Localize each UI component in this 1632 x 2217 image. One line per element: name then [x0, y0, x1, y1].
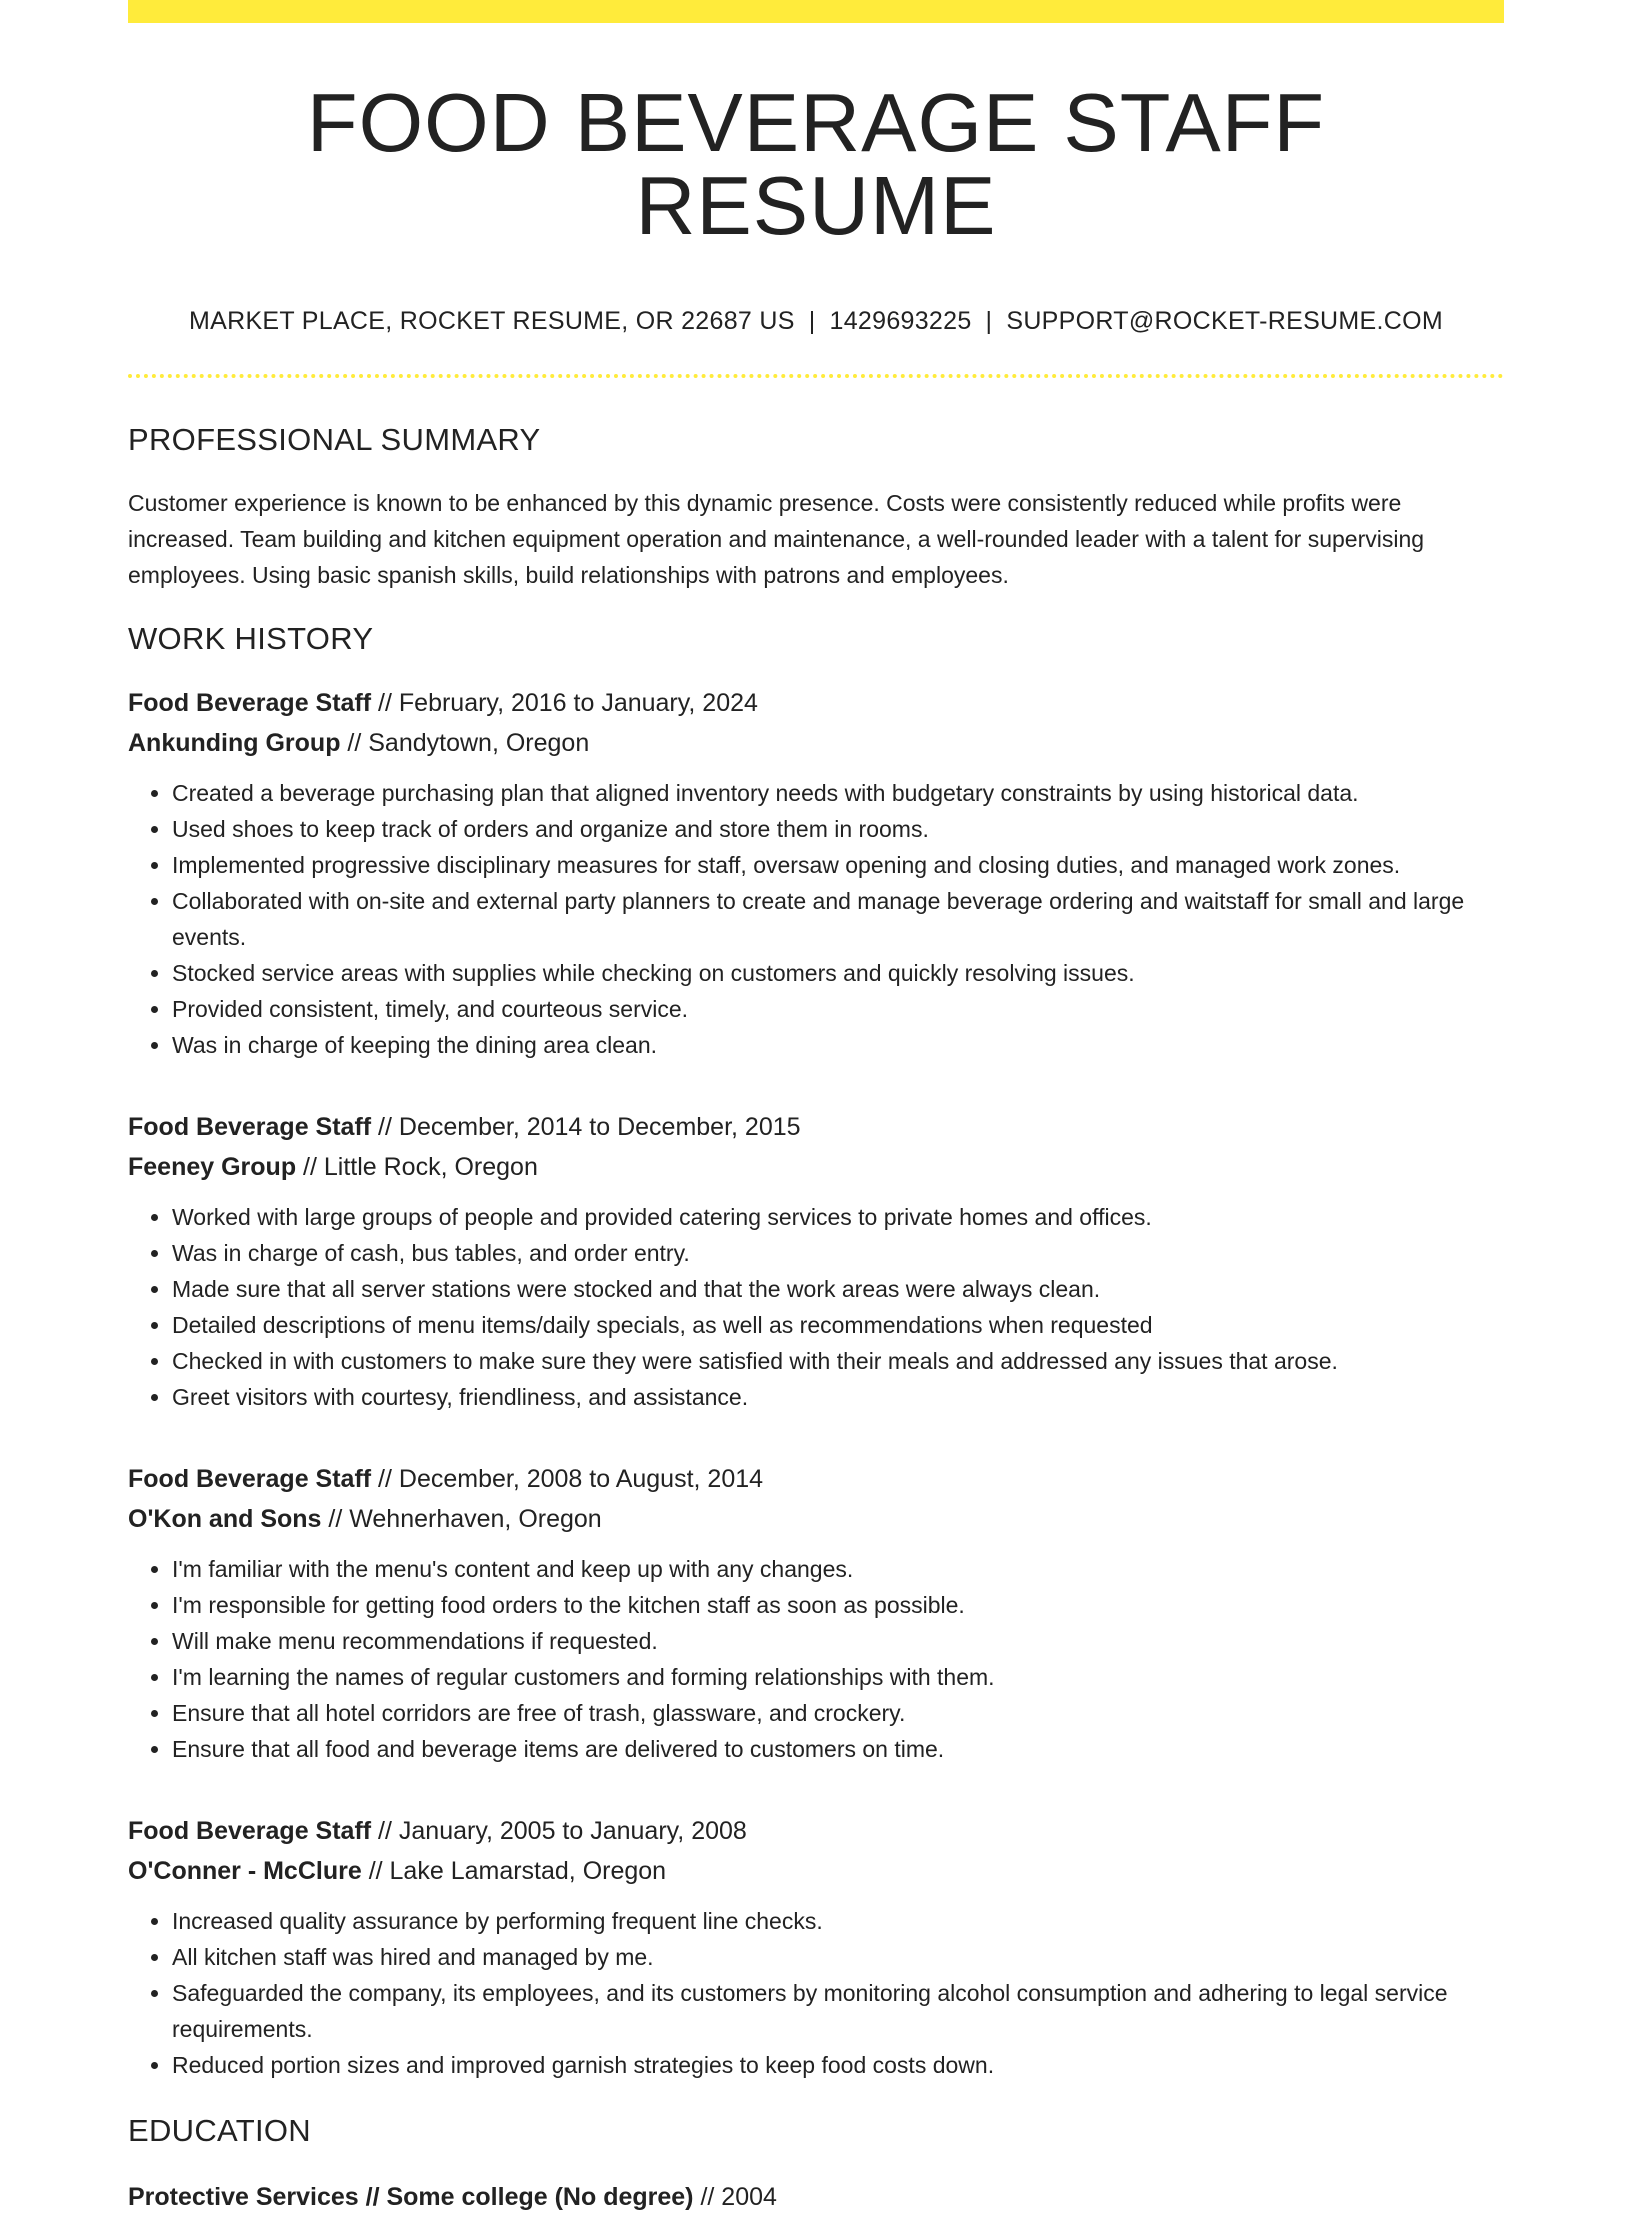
job-bullet: • Was in charge of cash, bus tables, and order entry.	[172, 1235, 1504, 1271]
contact-phone: 1429693225	[829, 307, 972, 335]
job-title-line	[128, 1811, 1504, 1851]
job-dates: // January, 2005 to January, 2008	[371, 1817, 747, 1845]
job-company: Ankunding Group	[128, 729, 341, 757]
job-bullet: • I'm responsible for getting food orders to the kitchen staff as soon as possible.	[172, 1587, 1504, 1623]
contact-line	[128, 307, 1504, 336]
job-title: Food Beverage Staff	[128, 1817, 372, 1845]
job-company-line	[128, 1147, 1504, 1187]
job-location: // Sandytown, Oregon	[340, 729, 590, 757]
summary-heading: PROFESSIONAL SUMMARY	[128, 422, 541, 457]
job-bullet: • Implemented progressive disciplinary measures for staff, oversaw opening and closing duties, and managed work zones.	[172, 847, 1504, 883]
job-bullet: • Ensure that all hotel corridors are free of trash, glassware, and crockery.	[172, 1695, 1504, 1731]
resume-page	[128, 0, 1504, 2217]
education-degree: Protective Services // Some college (No degree)	[128, 2183, 694, 2211]
education-entry	[128, 2177, 1504, 2217]
job-company: O'Conner - McClure	[128, 1857, 362, 1885]
job-bullet: • Made sure that all server stations were stocked and that the work areas were always clean.	[172, 1271, 1504, 1307]
contact-separator: |	[985, 307, 993, 335]
job-title-line	[128, 683, 1504, 723]
job-bullet: • Ensure that all food and beverage items are delivered to customers on time.	[172, 1731, 1504, 1767]
job-title: Food Beverage Staff	[128, 1113, 372, 1141]
job-bullet: • Checked in with customers to make sure they were satisfied with their meals and addressed any issues that arose.	[172, 1343, 1504, 1379]
resume-title: FOOD BEVERAGE STAFF RESUME	[306, 76, 1326, 252]
job-bullets	[128, 1903, 1504, 2083]
job-bullets	[128, 1199, 1504, 1415]
job-bullet: • Created a beverage purchasing plan that aligned inventory needs with budgetary constraints by using historical data.	[172, 775, 1504, 811]
job-bullet: • Reduced portion sizes and improved garnish strategies to keep food costs down.	[172, 2047, 1504, 2083]
education-heading: EDUCATION	[128, 2113, 311, 2148]
job-company: Feeney Group	[128, 1153, 297, 1181]
contact-email: SUPPORT@ROCKET-RESUME.COM	[1006, 307, 1443, 335]
contact-separator: |	[808, 307, 816, 335]
job-bullet: • I'm familiar with the menu's content and keep up with any changes.	[172, 1551, 1504, 1587]
job-bullets	[128, 775, 1504, 1063]
job-title-line	[128, 1459, 1504, 1499]
job-location: // Wehnerhaven, Oregon	[321, 1505, 602, 1533]
job-bullet: • Safeguarded the company, its employees, and its customers by monitoring alcohol consumption and adhering to legal service requirements.	[172, 1975, 1504, 2047]
job-entry	[128, 683, 1504, 1063]
job-company: O'Kon and Sons	[128, 1505, 322, 1533]
education-year: // 2004	[693, 2183, 777, 2211]
job-company-line	[128, 1851, 1504, 1891]
job-title: Food Beverage Staff	[128, 1465, 372, 1493]
contact-address: MARKET PLACE, ROCKET RESUME, OR 22687 US	[189, 307, 795, 335]
job-bullet: • Used shoes to keep track of orders and organize and store them in rooms.	[172, 811, 1504, 847]
work-history-heading: WORK HISTORY	[128, 621, 374, 656]
job-title-line	[128, 1107, 1504, 1147]
job-bullet: • Stocked service areas with supplies while checking on customers and quickly resolving issues.	[172, 955, 1504, 991]
job-bullet: • All kitchen staff was hired and managed by me.	[172, 1939, 1504, 1975]
job-bullet: • Increased quality assurance by performing frequent line checks.	[172, 1903, 1504, 1939]
job-bullet: • Detailed descriptions of menu items/daily specials, as well as recommendations when requested	[172, 1307, 1504, 1343]
job-dates: // February, 2016 to January, 2024	[371, 689, 758, 717]
summary-text: Customer experience is known to be enhanced by this dynamic presence. Costs were consistently reduced while profits were increased. Team building and kitchen equipment operation and maintenance, a well-rounded leader with a talent for supervising employees. Using basic spanish skills, build relationships with patrons and employees.	[128, 490, 1425, 588]
job-entry	[128, 1459, 1504, 1767]
job-company-line	[128, 1499, 1504, 1539]
job-bullet: • Greet visitors with courtesy, friendliness, and assistance.	[172, 1379, 1504, 1415]
dotted-divider	[128, 374, 1504, 378]
job-bullet: • I'm learning the names of regular customers and forming relationships with them.	[172, 1659, 1504, 1695]
job-entry	[128, 1811, 1504, 2083]
job-location: // Little Rock, Oregon	[296, 1153, 538, 1181]
job-bullet: • Provided consistent, timely, and courteous service.	[172, 991, 1504, 1027]
job-bullet: • Collaborated with on-site and external party planners to create and manage beverage ordering and waitstaff for small and large events.	[172, 883, 1504, 955]
job-company-line	[128, 723, 1504, 763]
job-bullet: • Worked with large groups of people and provided catering services to private homes and offices.	[172, 1199, 1504, 1235]
job-title: Food Beverage Staff	[128, 689, 372, 717]
job-bullets	[128, 1551, 1504, 1767]
job-dates: // December, 2014 to December, 2015	[371, 1113, 801, 1141]
job-dates: // December, 2008 to August, 2014	[371, 1465, 764, 1493]
accent-bar	[128, 0, 1504, 23]
job-entry	[128, 1107, 1504, 1415]
job-bullet: • Was in charge of keeping the dining area clean.	[172, 1027, 1504, 1063]
job-location: // Lake Lamarstad, Oregon	[361, 1857, 667, 1885]
job-bullet: • Will make menu recommendations if requested.	[172, 1623, 1504, 1659]
